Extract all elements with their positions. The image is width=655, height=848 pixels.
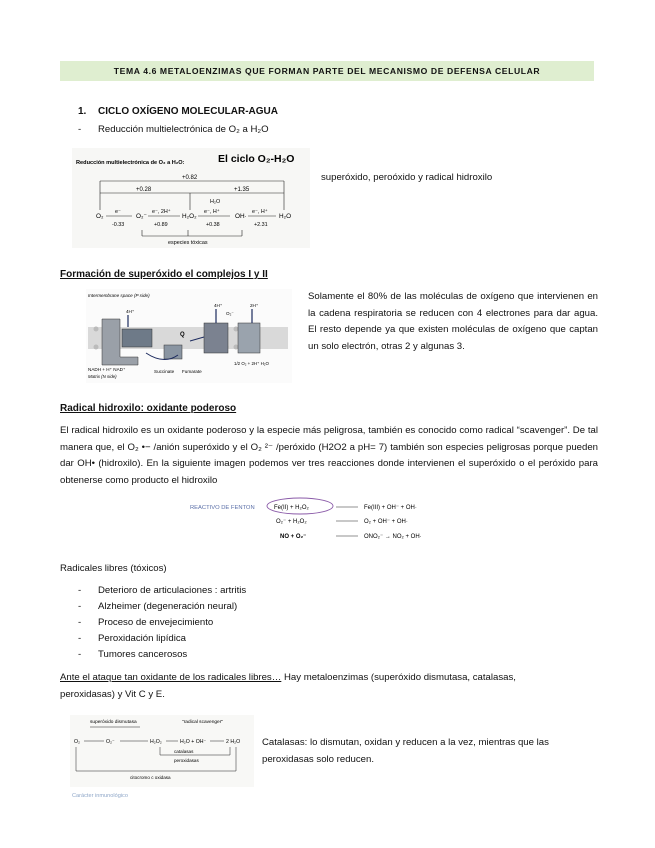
list-item: Peroxidación lipídica [98,633,186,644]
list-item: Alzheimer (degeneración neural) [98,601,238,612]
section-heading: Formación de superóxido el complejos I y II [60,269,268,280]
fig2-h-top2: 4H⁺ [214,303,223,308]
list-dash: - [78,617,82,628]
antioxidant-enzymes-figure [70,715,254,801]
section5-note: Catalasas: lo dismutan, oxidan y reducen a la vez, mientras que las peroxidasas solo reducen. [262,737,549,765]
fig1-step: e⁻, H⁺ [204,209,220,215]
list-dash: - [78,601,82,612]
fig1-step: e⁻, H⁺ [252,209,268,215]
fig3-scavenger: "radical scavenger" [182,720,224,725]
fig3-h2o: 2 H₂O [226,739,241,745]
fig2-o2: O₂⁻ [226,311,234,316]
fig1-value: -0.33 [112,222,125,228]
fig1-step: e⁻, 2H⁺ [152,209,171,215]
list-item: Proceso de envejecimiento [98,617,214,628]
section3-paragraph: El radical hidroxilo es un oxidante poderoso y la especie más peligrosa, también es conocido como radical “scavenger”. De tal manera que, el O₂ •− /anión superóxido y el O₂ ²⁻ /peróxido (H2O2 a pH= 7) también son especies peligrosas porque pueden dar OH• (hidroxilo). En la siguiente imagen podemos ver tres reacciones donde intervienen el superóxido o el peróxido para obtenerse como producto el hidroxilo [60,425,598,486]
fig3-catalasas: catalasas [174,749,194,754]
fig1-mid-right: +1.35 [234,187,250,193]
fig1-title: El ciclo O₂-H₂O [218,153,295,165]
list-dash: - [78,649,82,660]
fig3-o2m: O₂⁻ [106,739,115,745]
fig1-mid-left: +0.28 [136,187,152,193]
fig3-peroxidasas: peroxidasas [174,758,199,763]
section-heading: Radical hidroxilo: oxidante poderoso [60,403,237,414]
section2-paragraph: Solamente el 80% de las moléculas de oxígeno que intervienen en la cadena respiratoria se reducen con 4 electrones para dar agua. El resto depende ya que existen moléculas de oxígeno que captan un solo electrón, otras 2 y algunas 3. [308,291,598,352]
section5-text: Hay metaloenzimas (superóxido dismutasa, catalasas, [281,672,516,683]
fenton-row-right: ONO₂⁻ → NO₂ + OH· [364,534,422,540]
list-item: Tumores cancerosos [98,649,188,660]
fig1-species: OH· [235,213,247,220]
fig1-step: e⁻ [115,209,121,215]
fenton-row-left: O₂⁻ + H₂O₂ [276,519,307,525]
fig3-caracter: Carácter inmunológico [72,793,128,799]
fig3-citocromo: citocromo c oxidasa [130,775,171,780]
fig1-species: O₂ [96,213,104,220]
fig2-fumarate: Fumarate [182,369,202,374]
list-dash: - [78,585,82,596]
section5-paragraph [60,670,600,703]
section4-title: Radicales libres (tóxicos) [60,563,167,574]
fig1-heading: Reducción multielectrónica de O₂ a H₂O: [76,160,185,166]
section-number: 1. [78,106,87,117]
fig2-q: Q [180,332,185,338]
fenton-row-left: Fe(II) + H₂O₂ [274,505,309,511]
fig1-note: superóxido, peroóxido y radical hidroxilo [321,172,493,183]
fig2-h-top: 4H⁺ [126,309,135,314]
fig1-top-potential: +0.82 [182,175,198,181]
fig1-value: +2.31 [254,222,268,228]
fig3-hoh: H₂O + OH⁻ [180,739,207,745]
page-banner: TEMA 4.6 METALOENZIMAS QUE FORMAN PARTE DEL MECANISMO DE DEFENSA CELULAR [60,61,594,81]
o2-h2o-cycle-figure [72,148,310,248]
fig2-matrix: Matrix (N side) [88,374,117,379]
fig3-h2o2: H₂O₂ [150,739,162,745]
fig2-bottom-left: NADH + H⁺ NAD⁺ [88,367,126,372]
section5-text: peroxidasas) y Vit C y E. [60,688,165,700]
fig1-water: H₂O [210,199,221,205]
bullet-dash: - [78,124,82,135]
respiratory-chain-figure [86,289,292,383]
fig2-h-top3: 2H⁺ [250,303,259,308]
fenton-reactions-figure [186,497,468,547]
fig2-water: 1/2 O₂ + 2H⁺ H₂O [234,361,269,366]
fig3-o2: O₂ [74,739,81,745]
fig1-species: H₂O₂ [182,213,197,220]
fig1-species: H₂O [279,213,292,220]
fenton-row-left: NO + O₂⁻ [280,534,307,540]
list-item: Deterioro de articulaciones : artritis [98,585,247,596]
section-bullet: Reducción multielectrónica de O₂ a H₂O [98,124,269,135]
section-title: CICLO OXÍGENO MOLECULAR-AGUA [98,106,278,117]
fig1-value: +0.89 [154,222,168,228]
fig1-species: O₂⁻ [136,213,147,220]
fig1-value: +0.38 [206,222,220,228]
list-dash: - [78,633,82,644]
section5-lead: Ante el ataque tan oxidante de los radicales libres… [60,672,282,683]
fenton-row-right: Fe(III) + OH⁻ + OH· [364,505,417,511]
fig1-caption: especies tóxicas [168,240,208,246]
fig2-succinate: Succinate [154,369,175,374]
fenton-row-right: O₂ + OH⁻ + OH· [364,519,408,525]
fenton-label: REACTIVO DE FENTON [190,505,255,511]
fig2-top-left: Intermembrane space (P side) [88,293,150,298]
fig3-sod: superóxido dismutasa [90,720,137,725]
